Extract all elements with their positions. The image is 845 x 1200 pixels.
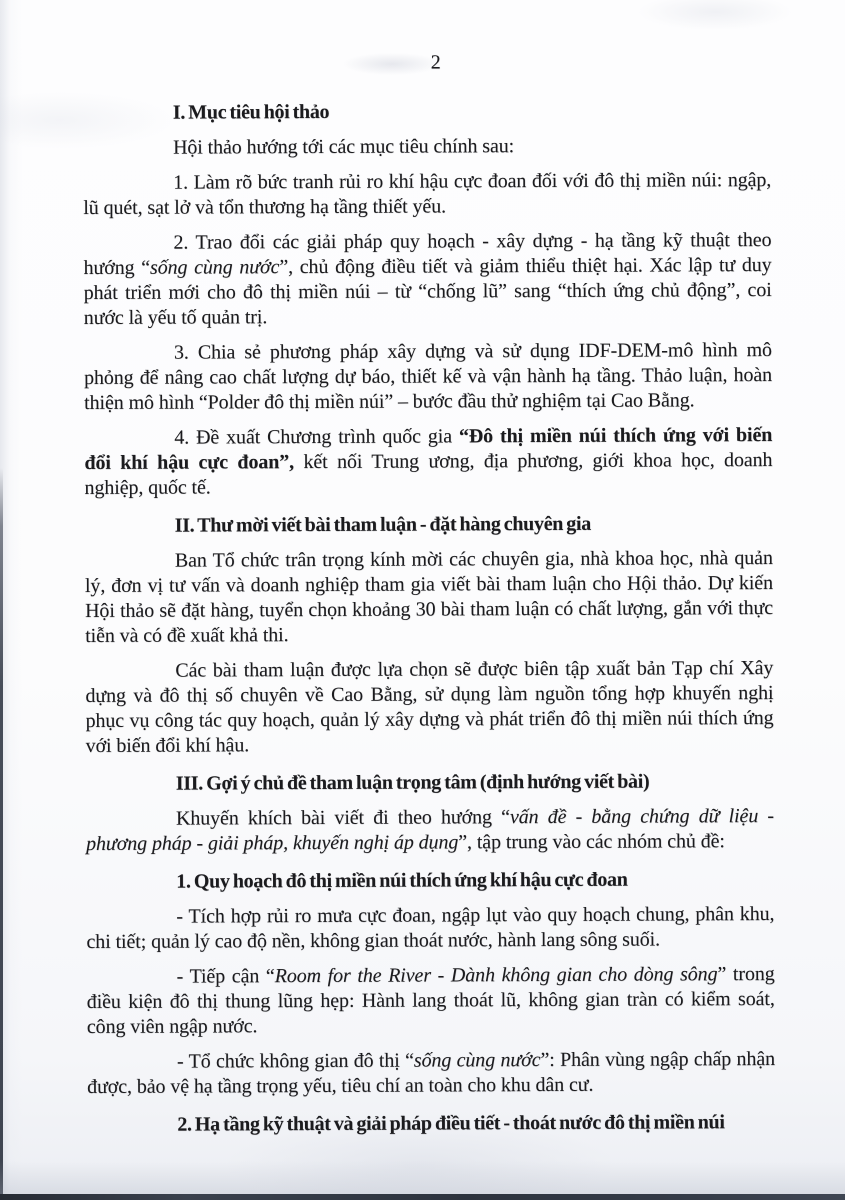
text-segment: III. Gợi ý chủ đề tham luận trọng tâm (định hướng viết bài) xyxy=(175,770,650,795)
scan-edge-fade-bottom xyxy=(0,1161,845,1195)
para-intro xyxy=(83,133,771,161)
text-segment: - Tiếp cận “ xyxy=(176,965,275,988)
text-segment: ”: Phân vùng ngập chấp nhận được, bảo vệ hạ tầng trọng yếu, tiêu chí an toàn cho khu dân cư. xyxy=(87,1047,776,1098)
text-segment: 2. Hạ tầng kỹ thuật và giải pháp điều tiết - thoát nước đô thị miền núi xyxy=(177,1111,725,1136)
text-segment: kết nối Trung ương, địa phương, giới khoa học, doanh nghiệp, quốc tế. xyxy=(84,448,773,500)
para-topic1-point-3 xyxy=(87,1047,775,1100)
text-segment: 3. Chia sẻ phương pháp xây dựng và sử dụng IDF-DEM-mô hình mô phỏng để nâng cao chất lượng dự báo, thiết kế và vận hành hạ tầng. Thảo luận, hoàn thiện mô hình “Polder đô thị miền núi” – bước đầu thử nghiệm tại Cao Bằng. xyxy=(83,339,773,415)
para-invitation xyxy=(85,546,773,649)
text-segment: Các bài tham luận được lựa chọn sẽ được biên tập xuất bản Tạp chí Xây dựng và đô thị số chuyên về Cao Bằng, sử dụng làm nguồn tổng hợp khuyến nghị phục vụ công tác quy hoạch, quản lý xây dựng và phát triển đô thị miền núi thích ứng với biến đổi khí hậu. xyxy=(85,656,774,757)
text-segment: sống cùng nước xyxy=(149,256,280,279)
para-publication xyxy=(85,656,773,759)
text-segment: vấn đề - bằng chứng dữ liệu - phương pháp - giải pháp, khuyến nghị áp dụng xyxy=(86,804,775,855)
text-segment: - Tích hợp rủi ro mưa cực đoan, ngập lụt vào quy hoạch chung, phân khu, chi tiết; quản lý cao độ nền, không gian thoát nước, hành lang sông suối. xyxy=(86,902,775,953)
document-body xyxy=(83,49,776,1142)
scan-edge-line-left xyxy=(0,468,3,1195)
text-segment: 4. Đề xuất Chương trình quốc gia xyxy=(174,425,459,449)
text-segment: Ban Tổ chức trân trọng kính mời các chuyên gia, nhà khoa học, nhà quản lý, đơn vị tư vấn và doanh nghiệp tham gia viết bài tham luận cho Hội thảo. Dự kiến Hội thảo sẽ đặt hàng, tuyển chọn khoảng 30 bài tham luận có chất lượng, gắn với thực tiễn và có đề xuất khả thi. xyxy=(84,546,774,647)
section-heading-iii xyxy=(86,769,774,797)
para-objective-4 xyxy=(84,423,772,501)
para-objective-2 xyxy=(83,228,771,331)
text-segment: 1. Làm rõ bức tranh rủi ro khí hậu cực đoan đối với đô thị miền núi: ngập, lũ quét, sạt lở và tổn thương hạ tầng thiết yếu. xyxy=(83,169,772,220)
scan-edge-band-bottom xyxy=(0,1194,845,1200)
text-segment: 2. Trao đổi các giải pháp quy hoạch - xây dựng - hạ tầng kỹ thuật theo hướng “ xyxy=(83,229,772,280)
text-segment: Hội thảo hướng tới các mục tiêu chính sau: xyxy=(172,135,515,159)
topic-heading-1 xyxy=(86,867,774,895)
para-objective-3 xyxy=(84,338,772,416)
text-segment: ”, chủ động điều tiết và giảm thiểu thiệt hại. Xác lập tư duy phát triển mới cho đô thị miền núi – từ “chống lũ” sang “thích ứng chủ động”, coi nước là yếu tố quản trị. xyxy=(83,254,772,330)
para-topic1-point-2 xyxy=(87,962,775,1040)
text-segment: Room for the River - Dành không gian cho dòng sông xyxy=(274,963,718,988)
text-segment: “Đô thị miền núi thích ứng với biến đổi khí hậu cực đoan”, xyxy=(84,423,773,475)
section-heading-i xyxy=(83,98,771,126)
text-segment: II. Thư mời viết bài tham luận - đặt hàng chuyên gia xyxy=(174,512,591,537)
text-segment: - Tổ chức không gian đô thị “ xyxy=(176,1049,414,1073)
para-topic1-point-1 xyxy=(86,902,774,955)
page-number: 2 xyxy=(430,51,441,74)
para-objective-1 xyxy=(83,168,771,221)
text-segment: ” trong điều kiện đô thị thung lũng hẹp: Hành lang thoát lũ, không gian tràn có kiểm soát, công viên ngập nước. xyxy=(86,962,775,1038)
text-segment: sống cùng nước xyxy=(413,1049,541,1072)
text-segment: ”, tập trung vào các nhóm chủ đề: xyxy=(458,830,725,854)
topic-heading-2 xyxy=(87,1110,775,1138)
text-segment: 1. Quy hoạch đô thị miền núi thích ứng khí hậu cực đoan xyxy=(176,868,628,893)
para-guidance xyxy=(86,804,774,857)
section-heading-ii xyxy=(85,511,773,539)
text-segment: Khuyến khích bài viết đi theo hướng “ xyxy=(175,806,510,830)
text-segment: I. Mục tiêu hội thảo xyxy=(172,100,330,124)
